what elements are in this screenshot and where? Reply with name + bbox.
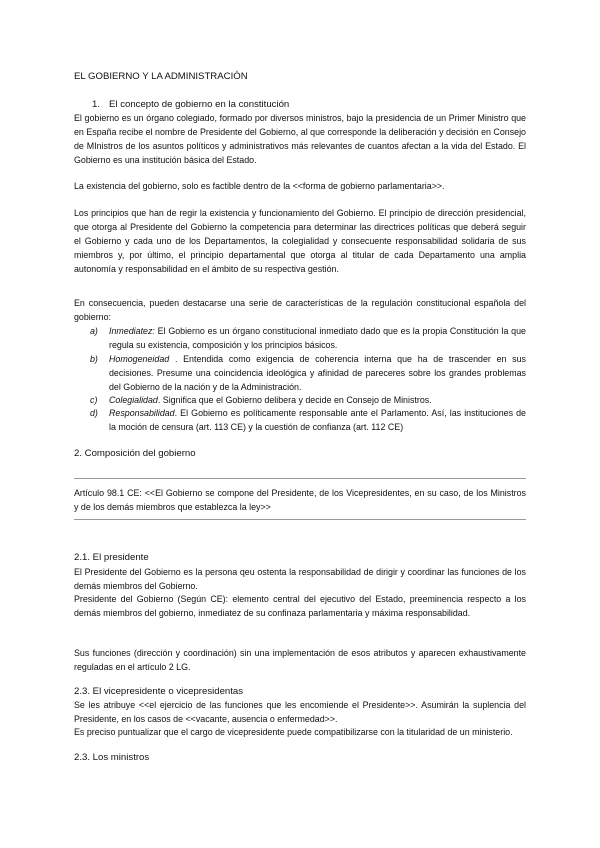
list-text (109, 393, 526, 407)
section-2-3-heading: 2.3. El vicepresidente o vicepresidentas (74, 686, 244, 697)
section-1-number: 1. (92, 99, 101, 110)
list-description: . Significa que el Gobierno delibera y decide en Consejo de Ministros. (157, 395, 432, 405)
list-text (109, 406, 526, 434)
list-item (74, 393, 526, 407)
section-2-3-paragraph-2: Es preciso puntualizar que el cargo de vicepresidente puede compatibilizarse con la titularidad de un ministerio. (74, 727, 513, 737)
list-description: El Gobierno es un órgano constitucional inmediato dado que es la propia Constitución la que regula su existencia, composición y los principios básicos. (109, 326, 526, 350)
list-marker: b) (90, 354, 98, 364)
document-title: EL GOBIERNO Y LA ADMINISTRACIÓN (74, 71, 248, 82)
section-2-3-paragraph-1: Se les atribuye <<el ejercicio de las funciones que les encomiende el Presidente>>. Asumirán la suplencia del Presidente, en los casos de <<vacante, ausencia o enfermedad>>. (74, 700, 526, 724)
section-2-1-paragraph-2: Presidente del Gobierno (Según CE): elemento central del ejecutivo del Estado, preeminencia respecto a los demás miembros del gobierno, inmediatez de su confinaza parlamentaria y máxima responsabilidad. (74, 594, 526, 618)
section-1-paragraph-1: El gobierno es un órgano colegiado, formado por diversos ministros, bajo la presidencia de un Primer Ministro que en España recibe el nombre de Presidente del Gobierno, al que corresponde la deliberación y decisión en Consejo de MInistros de los asuntos políticos y administrativos más relevantes de cuantos afectan a la vida del Estado. El Gobierno es una institución básica del Estado. (74, 113, 526, 165)
section-1-paragraph-4: En consecuencia, pueden destacarse una serie de características de la regulación constitucional española del gobierno: (74, 298, 526, 322)
list-term: Homogeneidad (109, 354, 170, 364)
list-marker: a) (90, 326, 98, 336)
list-description: . El Gobierno es políticamente responsable ante el Parlamento. Así, las instituciones de la moción de censura (art. 113 CE) y la cuestión de confianza (art. 112 CE) (109, 408, 526, 432)
list-term: Inmediatez: (109, 326, 155, 336)
section-1-heading: El concepto de gobierno en la constitución (109, 99, 290, 110)
list-text (109, 324, 526, 352)
quote-top-rule (74, 478, 526, 479)
section-2-heading: 2. Composición del gobierno (74, 448, 196, 459)
article-quote: Artículo 98.1 CE: <<El Gobierno se compone del Presidente, de los Vicepresidentes, en su caso, de los Ministros y de los demás miembros que establezca la ley>> (74, 488, 526, 512)
quote-bottom-rule (74, 519, 526, 520)
list-marker: c) (90, 395, 98, 405)
list-item (74, 352, 526, 394)
section-ministros-heading: 2.3. Los ministros (74, 752, 150, 763)
section-1-paragraph-3: Los principios que han de regir la existencia y funcionamiento del Gobierno. El principio de dirección presidencial, que otorga al Presidente del Gobierno la competencia para determinar las directrices políticas que deberá seguir el Gobierno y cada uno de los Departamentos, la colegialidad y consecuente responsabilidad solidaria de sus miembros y, por último, el principio departamental que otorga al titular de cada Departamento una amplia autonomía y responsabilidad en el ámbito de su respectiva gestión. (74, 208, 526, 274)
section-2-1-paragraph-3: Sus funciones (dirección y coordinación) sin una implementación de esos atributos y aparecen exhaustivamente reguladas en el artículo 2 LG. (74, 648, 526, 672)
list-marker: d) (90, 408, 98, 418)
section-1-paragraph-2: La existencia del gobierno, solo es factible dentro de la <<forma de gobierno parlamentaria>>. (74, 181, 445, 191)
list-term: Responsabilidad (109, 408, 175, 418)
list-description: . Entendida como exigencia de coherencia interna que ha de trascender en sus decisiones. Presume una coincidencia ideológica y afinidad de pareceres sobre los grandes problemas del Gobierno de la nación y de la Administración. (109, 354, 526, 392)
list-item (74, 406, 526, 434)
section-2-1-paragraph-1: El Presidente del Gobierno es la persona qeu ostenta la responsabilidad de dirigir y coordinar las funciones de los demás miembros del Gobierno. (74, 567, 526, 591)
list-text (109, 352, 526, 394)
list-term: Colegialidad (109, 395, 158, 405)
list-item (74, 324, 526, 352)
section-2-1-heading: 2.1. El presidente (74, 552, 149, 563)
